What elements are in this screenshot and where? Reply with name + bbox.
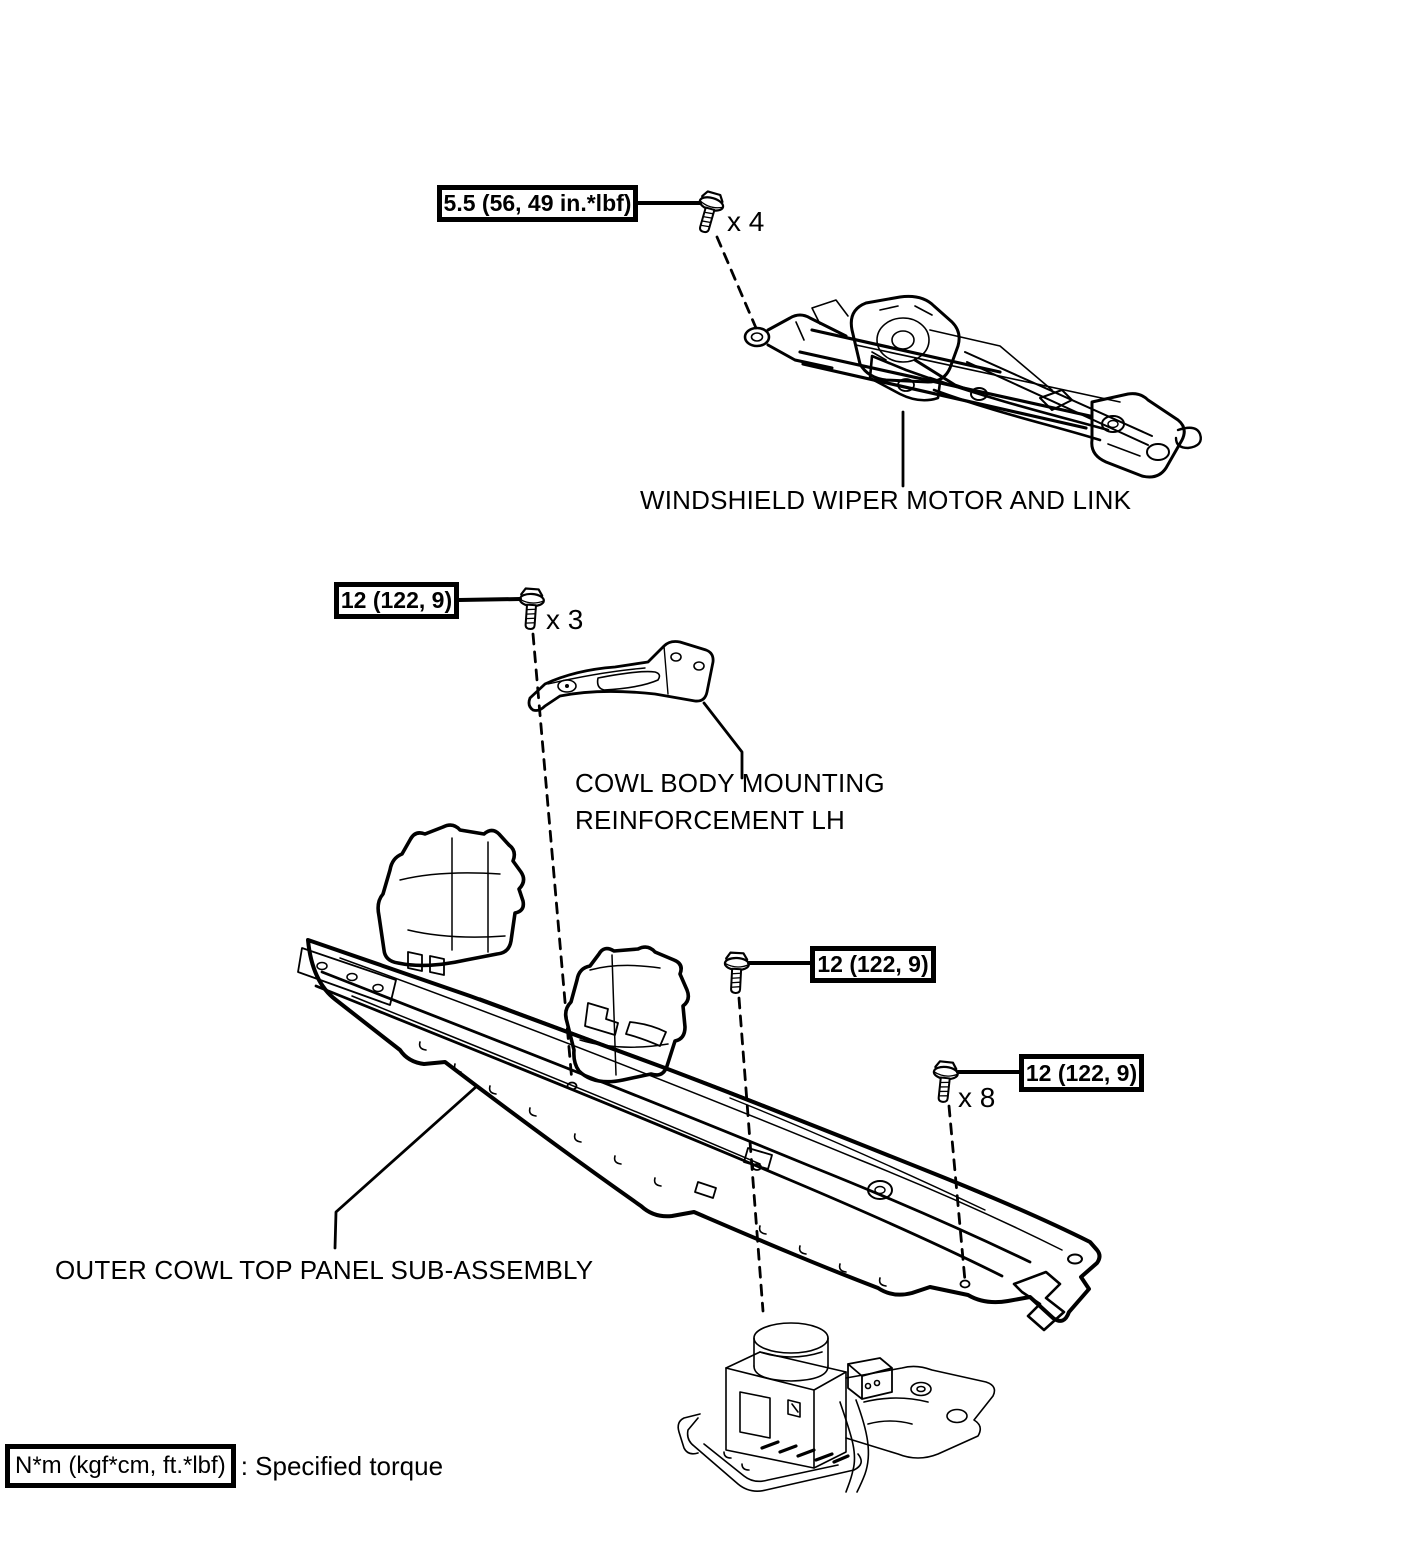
cowl-reinforcement-drawing [529,642,713,711]
callout-connector-lines [459,203,1019,1072]
label-cowl-reinforcement [575,765,885,839]
label-line: REINFORCEMENT LH [575,805,845,835]
torque-legend-description: : Specified torque [240,1450,444,1481]
torque-value: 12 (122, 9) [1025,1059,1138,1086]
bolt-count-reinforcement: x 3 [546,604,584,635]
bolt-count-wiper: x 4 [727,206,765,237]
wiper-motor-assembly-drawing [745,296,1201,477]
label-wiper-motor-and-link: WINDSHIELD WIPER MOTOR AND LINK [640,485,1132,515]
bolt-count-panel-right: x 8 [958,1082,996,1113]
torque-legend [5,1444,443,1488]
bolt-icon [518,588,545,630]
bolt-icon [723,952,749,993]
torque-box-reinforcement-bolts [334,582,459,619]
torque-box-panel-right-bolts [1019,1054,1144,1092]
bolt-icon [931,1061,959,1103]
torque-unit-symbol: N*m (kgf*cm, ft.*lbf) [5,1444,236,1488]
torque-value: 12 (122, 9) [340,587,453,613]
torque-box-wiper-bolts [437,185,638,222]
bolt-icon [692,190,726,235]
torque-value: 12 (122, 9) [817,951,929,977]
label-line: COWL BODY MOUNTING [575,768,885,798]
torque-box-panel-center-bolt [810,946,936,983]
actuator-unit-drawing [678,1323,994,1492]
torque-value: 5.5 (56, 49 in.*lbf) [443,190,632,216]
label-outer-cowl-panel: OUTER COWL TOP PANEL SUB-ASSEMBLY [55,1255,594,1285]
